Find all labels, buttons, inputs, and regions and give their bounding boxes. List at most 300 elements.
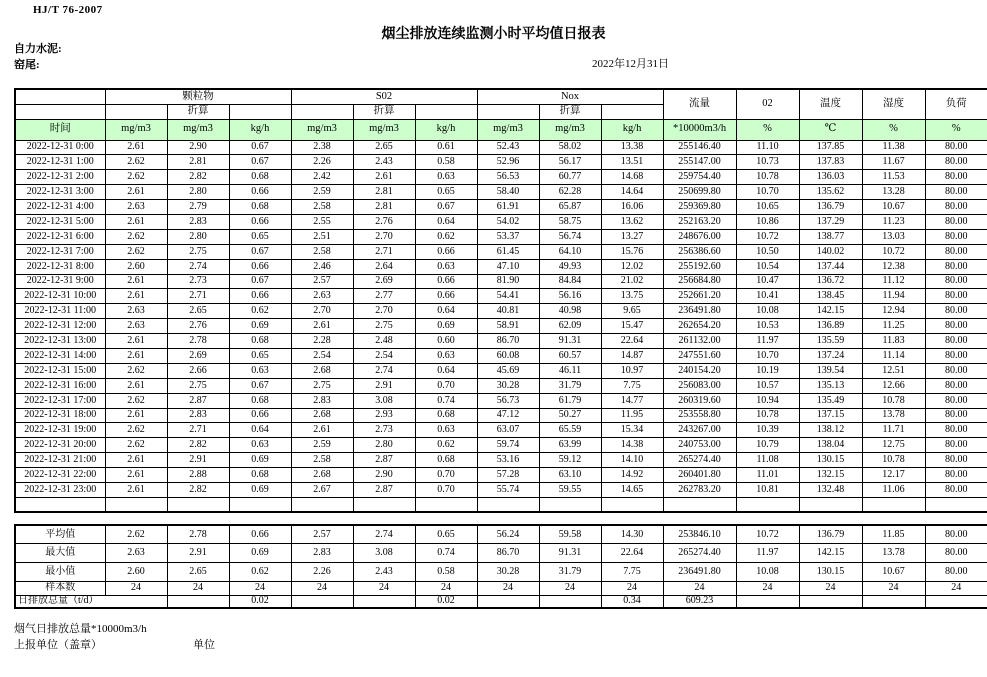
value-cell [862, 595, 925, 608]
value-cell: 13.03 [862, 229, 925, 244]
summary-row [15, 581, 987, 595]
value-cell: 10.72 [862, 244, 925, 259]
time-cell: 2022-12-31 7:00 [15, 244, 105, 259]
value-cell: 80.00 [925, 482, 987, 497]
value-cell: 10.08 [736, 304, 799, 319]
value-cell: 10.78 [736, 170, 799, 185]
time-cell: 2022-12-31 11:00 [15, 304, 105, 319]
hour-row [15, 408, 987, 423]
value-cell: 0.66 [415, 289, 477, 304]
empty-cell [105, 104, 167, 119]
value-cell [925, 595, 987, 608]
value-cell: 0.70 [415, 482, 477, 497]
unit-cell: % [736, 119, 799, 140]
value-cell: 0.67 [229, 155, 291, 170]
value-cell: 10.79 [736, 438, 799, 453]
value-cell: 2.58 [291, 244, 353, 259]
value-cell: 52.96 [477, 155, 539, 170]
value-cell: 10.78 [736, 408, 799, 423]
value-cell: 2.74 [353, 363, 415, 378]
value-cell: 2.63 [291, 289, 353, 304]
value-cell: 136.79 [799, 525, 862, 544]
summary-label: 样本数 [15, 581, 105, 595]
value-cell: 13.75 [601, 289, 663, 304]
value-cell: 86.70 [477, 544, 539, 563]
value-cell: 12.94 [862, 304, 925, 319]
value-cell: 2.78 [167, 525, 229, 544]
value-cell: 2.80 [353, 438, 415, 453]
value-cell: 80.00 [925, 348, 987, 363]
value-cell: 11.08 [736, 453, 799, 468]
value-cell: 80.00 [925, 200, 987, 215]
value-cell [291, 595, 353, 608]
value-cell: 15.47 [601, 319, 663, 334]
value-cell: 256684.80 [663, 274, 736, 289]
value-cell: 80.00 [925, 304, 987, 319]
value-cell: 80.00 [925, 274, 987, 289]
value-cell: 2.57 [291, 274, 353, 289]
value-cell: 138.12 [799, 423, 862, 438]
value-cell: 2.83 [291, 393, 353, 408]
value-cell: 0.68 [229, 468, 291, 483]
empty-cell [539, 497, 601, 512]
value-cell: 80.00 [925, 229, 987, 244]
value-cell: 2.61 [105, 453, 167, 468]
value-cell: 10.70 [736, 185, 799, 200]
empty-cell [736, 497, 799, 512]
temp-group-header: 温度 [799, 89, 862, 119]
value-cell: 31.79 [539, 378, 601, 393]
value-cell: 11.97 [736, 544, 799, 563]
value-cell: 2.91 [353, 378, 415, 393]
empty-cell [601, 104, 663, 119]
value-cell: 2.93 [353, 408, 415, 423]
value-cell: 2.69 [353, 274, 415, 289]
value-cell: 2.70 [353, 304, 415, 319]
value-cell: 255147.00 [663, 155, 736, 170]
value-cell: 2.61 [105, 289, 167, 304]
value-cell: 65.87 [539, 200, 601, 215]
value-cell: 2.83 [167, 214, 229, 229]
unit-label: 单位 [193, 639, 215, 652]
value-cell: 138.77 [799, 229, 862, 244]
value-cell: 2.77 [353, 289, 415, 304]
value-cell: 10.67 [862, 200, 925, 215]
hour-row [15, 393, 987, 408]
value-cell: 59.55 [539, 482, 601, 497]
value-cell: 140.02 [799, 244, 862, 259]
value-cell: 15.34 [601, 423, 663, 438]
value-cell: 132.48 [799, 482, 862, 497]
value-cell: 0.63 [415, 170, 477, 185]
value-cell: 265274.40 [663, 453, 736, 468]
value-cell: 2.81 [353, 185, 415, 200]
value-cell: 58.75 [539, 214, 601, 229]
value-cell: 0.67 [415, 200, 477, 215]
value-cell: 12.38 [862, 259, 925, 274]
value-cell: 24 [539, 581, 601, 595]
unit-cell: ℃ [799, 119, 862, 140]
value-cell: 80.00 [925, 185, 987, 200]
value-cell: 10.86 [736, 214, 799, 229]
value-cell: 130.15 [799, 453, 862, 468]
hour-row [15, 468, 987, 483]
value-cell: 11.01 [736, 468, 799, 483]
value-cell: 61.45 [477, 244, 539, 259]
time-cell: 2022-12-31 0:00 [15, 140, 105, 155]
value-cell: 46.11 [539, 363, 601, 378]
value-cell: 10.73 [736, 155, 799, 170]
value-cell: 10.65 [736, 200, 799, 215]
hour-row [15, 155, 987, 170]
value-cell: 91.31 [539, 544, 601, 563]
time-cell: 2022-12-31 15:00 [15, 363, 105, 378]
value-cell: 2.68 [291, 468, 353, 483]
value-cell: 11.06 [862, 482, 925, 497]
value-cell: 2.62 [105, 423, 167, 438]
value-cell: 0.68 [415, 453, 477, 468]
hour-row [15, 482, 987, 497]
value-cell: 0.69 [229, 544, 291, 563]
value-cell: 10.57 [736, 378, 799, 393]
value-cell: 2.42 [291, 170, 353, 185]
value-cell: 10.72 [736, 229, 799, 244]
value-cell: 2.61 [291, 319, 353, 334]
value-cell: 252163.20 [663, 214, 736, 229]
so2-group-header: S02 [291, 89, 477, 104]
value-cell: 265274.40 [663, 544, 736, 563]
value-cell: 22.64 [601, 544, 663, 563]
value-cell: 60.57 [539, 348, 601, 363]
value-cell: 54.41 [477, 289, 539, 304]
value-cell: 255192.60 [663, 259, 736, 274]
value-cell: 609.23 [663, 595, 736, 608]
value-cell: 261132.00 [663, 334, 736, 349]
value-cell: 61.79 [539, 393, 601, 408]
value-cell: 256386.60 [663, 244, 736, 259]
value-cell: 24 [353, 581, 415, 595]
value-cell: 10.39 [736, 423, 799, 438]
value-cell: 0.62 [229, 304, 291, 319]
o2-group-header: 02 [736, 89, 799, 119]
value-cell: 2.68 [291, 408, 353, 423]
value-cell: 255146.40 [663, 140, 736, 155]
value-cell: 14.92 [601, 468, 663, 483]
value-cell: 2.80 [167, 185, 229, 200]
value-cell: 61.91 [477, 200, 539, 215]
value-cell: 14.10 [601, 453, 663, 468]
value-cell: 56.17 [539, 155, 601, 170]
hour-row [15, 170, 987, 185]
value-cell: 30.28 [477, 378, 539, 393]
value-cell: 2.83 [167, 408, 229, 423]
value-cell: 14.65 [601, 482, 663, 497]
value-cell: 63.10 [539, 468, 601, 483]
value-cell: 253846.10 [663, 525, 736, 544]
value-cell: 12.51 [862, 363, 925, 378]
value-cell: 62.28 [539, 185, 601, 200]
value-cell: 2.70 [291, 304, 353, 319]
value-cell: 247551.60 [663, 348, 736, 363]
hour-row [15, 363, 987, 378]
value-cell: 2.81 [353, 200, 415, 215]
value-cell: 14.87 [601, 348, 663, 363]
value-cell: 0.65 [229, 348, 291, 363]
value-cell: 80.00 [925, 259, 987, 274]
value-cell: 86.70 [477, 334, 539, 349]
value-cell: 45.69 [477, 363, 539, 378]
value-cell: 2.65 [167, 562, 229, 581]
value-cell: 80.00 [925, 438, 987, 453]
summary-row [15, 562, 987, 581]
value-cell: 2.62 [105, 438, 167, 453]
value-cell: 250699.80 [663, 185, 736, 200]
value-cell: 0.68 [229, 334, 291, 349]
value-cell: 0.70 [415, 378, 477, 393]
unit-cell: mg/m3 [477, 119, 539, 140]
value-cell: 142.15 [799, 544, 862, 563]
value-cell: 2.63 [105, 544, 167, 563]
value-cell: 2.61 [105, 140, 167, 155]
value-cell: 0.02 [229, 595, 291, 608]
value-cell: 2.62 [105, 155, 167, 170]
value-cell: 65.59 [539, 423, 601, 438]
value-cell: 80.00 [925, 393, 987, 408]
empty-cell [925, 497, 987, 512]
value-cell: 10.19 [736, 363, 799, 378]
hour-row [15, 423, 987, 438]
time-cell: 2022-12-31 19:00 [15, 423, 105, 438]
value-cell: 11.95 [601, 408, 663, 423]
value-cell: 13.51 [601, 155, 663, 170]
value-cell: 2.91 [167, 544, 229, 563]
value-cell: 81.90 [477, 274, 539, 289]
company-label: 自力水泥: [14, 43, 62, 55]
value-cell [167, 595, 229, 608]
value-cell: 60.08 [477, 348, 539, 363]
value-cell: 2.55 [291, 214, 353, 229]
value-cell: 11.12 [862, 274, 925, 289]
value-cell: 80.00 [925, 140, 987, 155]
summary-table [14, 524, 987, 609]
value-cell: 91.31 [539, 334, 601, 349]
time-column-header: 时间 [15, 119, 105, 140]
hour-row [15, 200, 987, 215]
value-cell: 24 [477, 581, 539, 595]
value-cell: 2.88 [167, 468, 229, 483]
value-cell: 24 [799, 581, 862, 595]
value-cell: 2.83 [291, 544, 353, 563]
value-cell: 0.58 [415, 155, 477, 170]
empty-cell [15, 104, 105, 119]
summary-label: 平均值 [15, 525, 105, 544]
value-cell: 2.60 [105, 259, 167, 274]
value-cell: 13.27 [601, 229, 663, 244]
value-cell: 137.83 [799, 155, 862, 170]
value-cell: 0.67 [229, 140, 291, 155]
document-footer [0, 620, 987, 662]
time-cell: 2022-12-31 5:00 [15, 214, 105, 229]
value-cell: 2.58 [291, 453, 353, 468]
value-cell: 0.67 [229, 378, 291, 393]
value-cell: 2.90 [353, 468, 415, 483]
value-cell: 236491.80 [663, 562, 736, 581]
value-cell: 130.15 [799, 562, 862, 581]
value-cell: 2.61 [105, 348, 167, 363]
time-cell: 2022-12-31 17:00 [15, 393, 105, 408]
value-cell: 11.10 [736, 140, 799, 155]
value-cell: 50.27 [539, 408, 601, 423]
value-cell: 3.08 [353, 393, 415, 408]
value-cell: 2.79 [167, 200, 229, 215]
value-cell: 2.59 [291, 438, 353, 453]
summary-label: 日排放总量（t/d） [15, 595, 167, 608]
value-cell: 262654.20 [663, 319, 736, 334]
time-cell: 2022-12-31 22:00 [15, 468, 105, 483]
hour-row [15, 348, 987, 363]
value-cell: 15.76 [601, 244, 663, 259]
value-cell: 2.90 [167, 140, 229, 155]
hour-row [15, 185, 987, 200]
value-cell: 24 [925, 581, 987, 595]
value-cell: 2.51 [291, 229, 353, 244]
value-cell: 236491.80 [663, 304, 736, 319]
empty-cell [862, 497, 925, 512]
time-cell: 2022-12-31 6:00 [15, 229, 105, 244]
summary-row [15, 544, 987, 563]
value-cell: 13.28 [862, 185, 925, 200]
value-cell: 24 [862, 581, 925, 595]
value-cell: 11.83 [862, 334, 925, 349]
value-cell: 10.67 [862, 562, 925, 581]
value-cell: 49.93 [539, 259, 601, 274]
empty-cell [415, 497, 477, 512]
value-cell: 40.81 [477, 304, 539, 319]
value-cell: 53.16 [477, 453, 539, 468]
flow-group-header: 流量 [663, 89, 736, 119]
value-cell: 136.89 [799, 319, 862, 334]
value-cell: 59.74 [477, 438, 539, 453]
value-cell: 2.61 [105, 378, 167, 393]
value-cell: 2.54 [291, 348, 353, 363]
value-cell: 2.62 [105, 229, 167, 244]
value-cell: 24 [736, 581, 799, 595]
value-cell: 0.65 [415, 525, 477, 544]
unit-cell: mg/m3 [353, 119, 415, 140]
value-cell: 63.07 [477, 423, 539, 438]
value-cell: 2.71 [167, 423, 229, 438]
value-cell: 10.54 [736, 259, 799, 274]
hour-row [15, 319, 987, 334]
unit-cell: % [862, 119, 925, 140]
summary-row [15, 595, 987, 608]
empty-cell [353, 497, 415, 512]
value-cell: 24 [167, 581, 229, 595]
value-cell: 0.66 [229, 408, 291, 423]
value-cell: 0.70 [415, 468, 477, 483]
value-cell: 2.82 [167, 482, 229, 497]
empty-cell [663, 497, 736, 512]
value-cell: 2.43 [353, 155, 415, 170]
time-cell: 2022-12-31 23:00 [15, 482, 105, 497]
value-cell: 59.12 [539, 453, 601, 468]
value-cell: 56.24 [477, 525, 539, 544]
value-cell: 63.99 [539, 438, 601, 453]
value-cell: 2.61 [353, 170, 415, 185]
value-cell: 2.43 [353, 562, 415, 581]
value-cell: 137.15 [799, 408, 862, 423]
value-cell: 137.44 [799, 259, 862, 274]
hour-row [15, 259, 987, 274]
value-cell: 0.68 [229, 393, 291, 408]
value-cell: 0.69 [229, 319, 291, 334]
hour-row [15, 334, 987, 349]
value-cell: 0.64 [415, 214, 477, 229]
value-cell: 2.61 [105, 482, 167, 497]
value-cell: 0.68 [229, 170, 291, 185]
value-cell: 2.91 [167, 453, 229, 468]
value-cell: 142.15 [799, 304, 862, 319]
value-cell: 2.57 [291, 525, 353, 544]
blank-row [15, 497, 987, 512]
summary-label: 最小值 [15, 562, 105, 581]
page-title: 烟尘排放连续监测小时平均值日报表 [381, 27, 606, 42]
standard-number: HJ/T 76-2007 [33, 4, 103, 16]
value-cell: 2.69 [167, 348, 229, 363]
table-gap [0, 513, 987, 524]
pm-converted-header: 折算 [167, 104, 229, 119]
value-cell: 2.65 [353, 140, 415, 155]
value-cell: 0.63 [415, 348, 477, 363]
value-cell: 0.66 [229, 185, 291, 200]
value-cell: 0.67 [229, 244, 291, 259]
value-cell: 0.66 [415, 274, 477, 289]
value-cell: 10.78 [862, 453, 925, 468]
value-cell: 2.60 [105, 562, 167, 581]
value-cell: 10.78 [862, 393, 925, 408]
value-cell: 0.66 [415, 244, 477, 259]
time-cell: 2022-12-31 18:00 [15, 408, 105, 423]
value-cell: 80.00 [925, 214, 987, 229]
value-cell: 10.72 [736, 525, 799, 544]
value-cell: 60.77 [539, 170, 601, 185]
hour-row [15, 229, 987, 244]
value-cell: 11.25 [862, 319, 925, 334]
time-cell: 2022-12-31 10:00 [15, 289, 105, 304]
value-cell: 11.53 [862, 170, 925, 185]
value-cell: 2.63 [105, 319, 167, 334]
units-header-row [15, 119, 987, 140]
value-cell: 7.75 [601, 378, 663, 393]
value-cell: 0.67 [229, 274, 291, 289]
value-cell: 136.03 [799, 170, 862, 185]
value-cell: 2.62 [105, 363, 167, 378]
empty-cell [15, 89, 105, 104]
value-cell: 14.38 [601, 438, 663, 453]
value-cell: 2.61 [105, 185, 167, 200]
unit-cell: % [925, 119, 987, 140]
hour-row [15, 438, 987, 453]
unit-cell: kg/h [601, 119, 663, 140]
value-cell: 2.70 [353, 229, 415, 244]
value-cell: 2.76 [167, 319, 229, 334]
value-cell: 56.16 [539, 289, 601, 304]
value-cell: 2.58 [291, 200, 353, 215]
value-cell: 0.63 [415, 423, 477, 438]
value-cell: 24 [105, 581, 167, 595]
value-cell: 30.28 [477, 562, 539, 581]
value-cell: 259369.80 [663, 200, 736, 215]
